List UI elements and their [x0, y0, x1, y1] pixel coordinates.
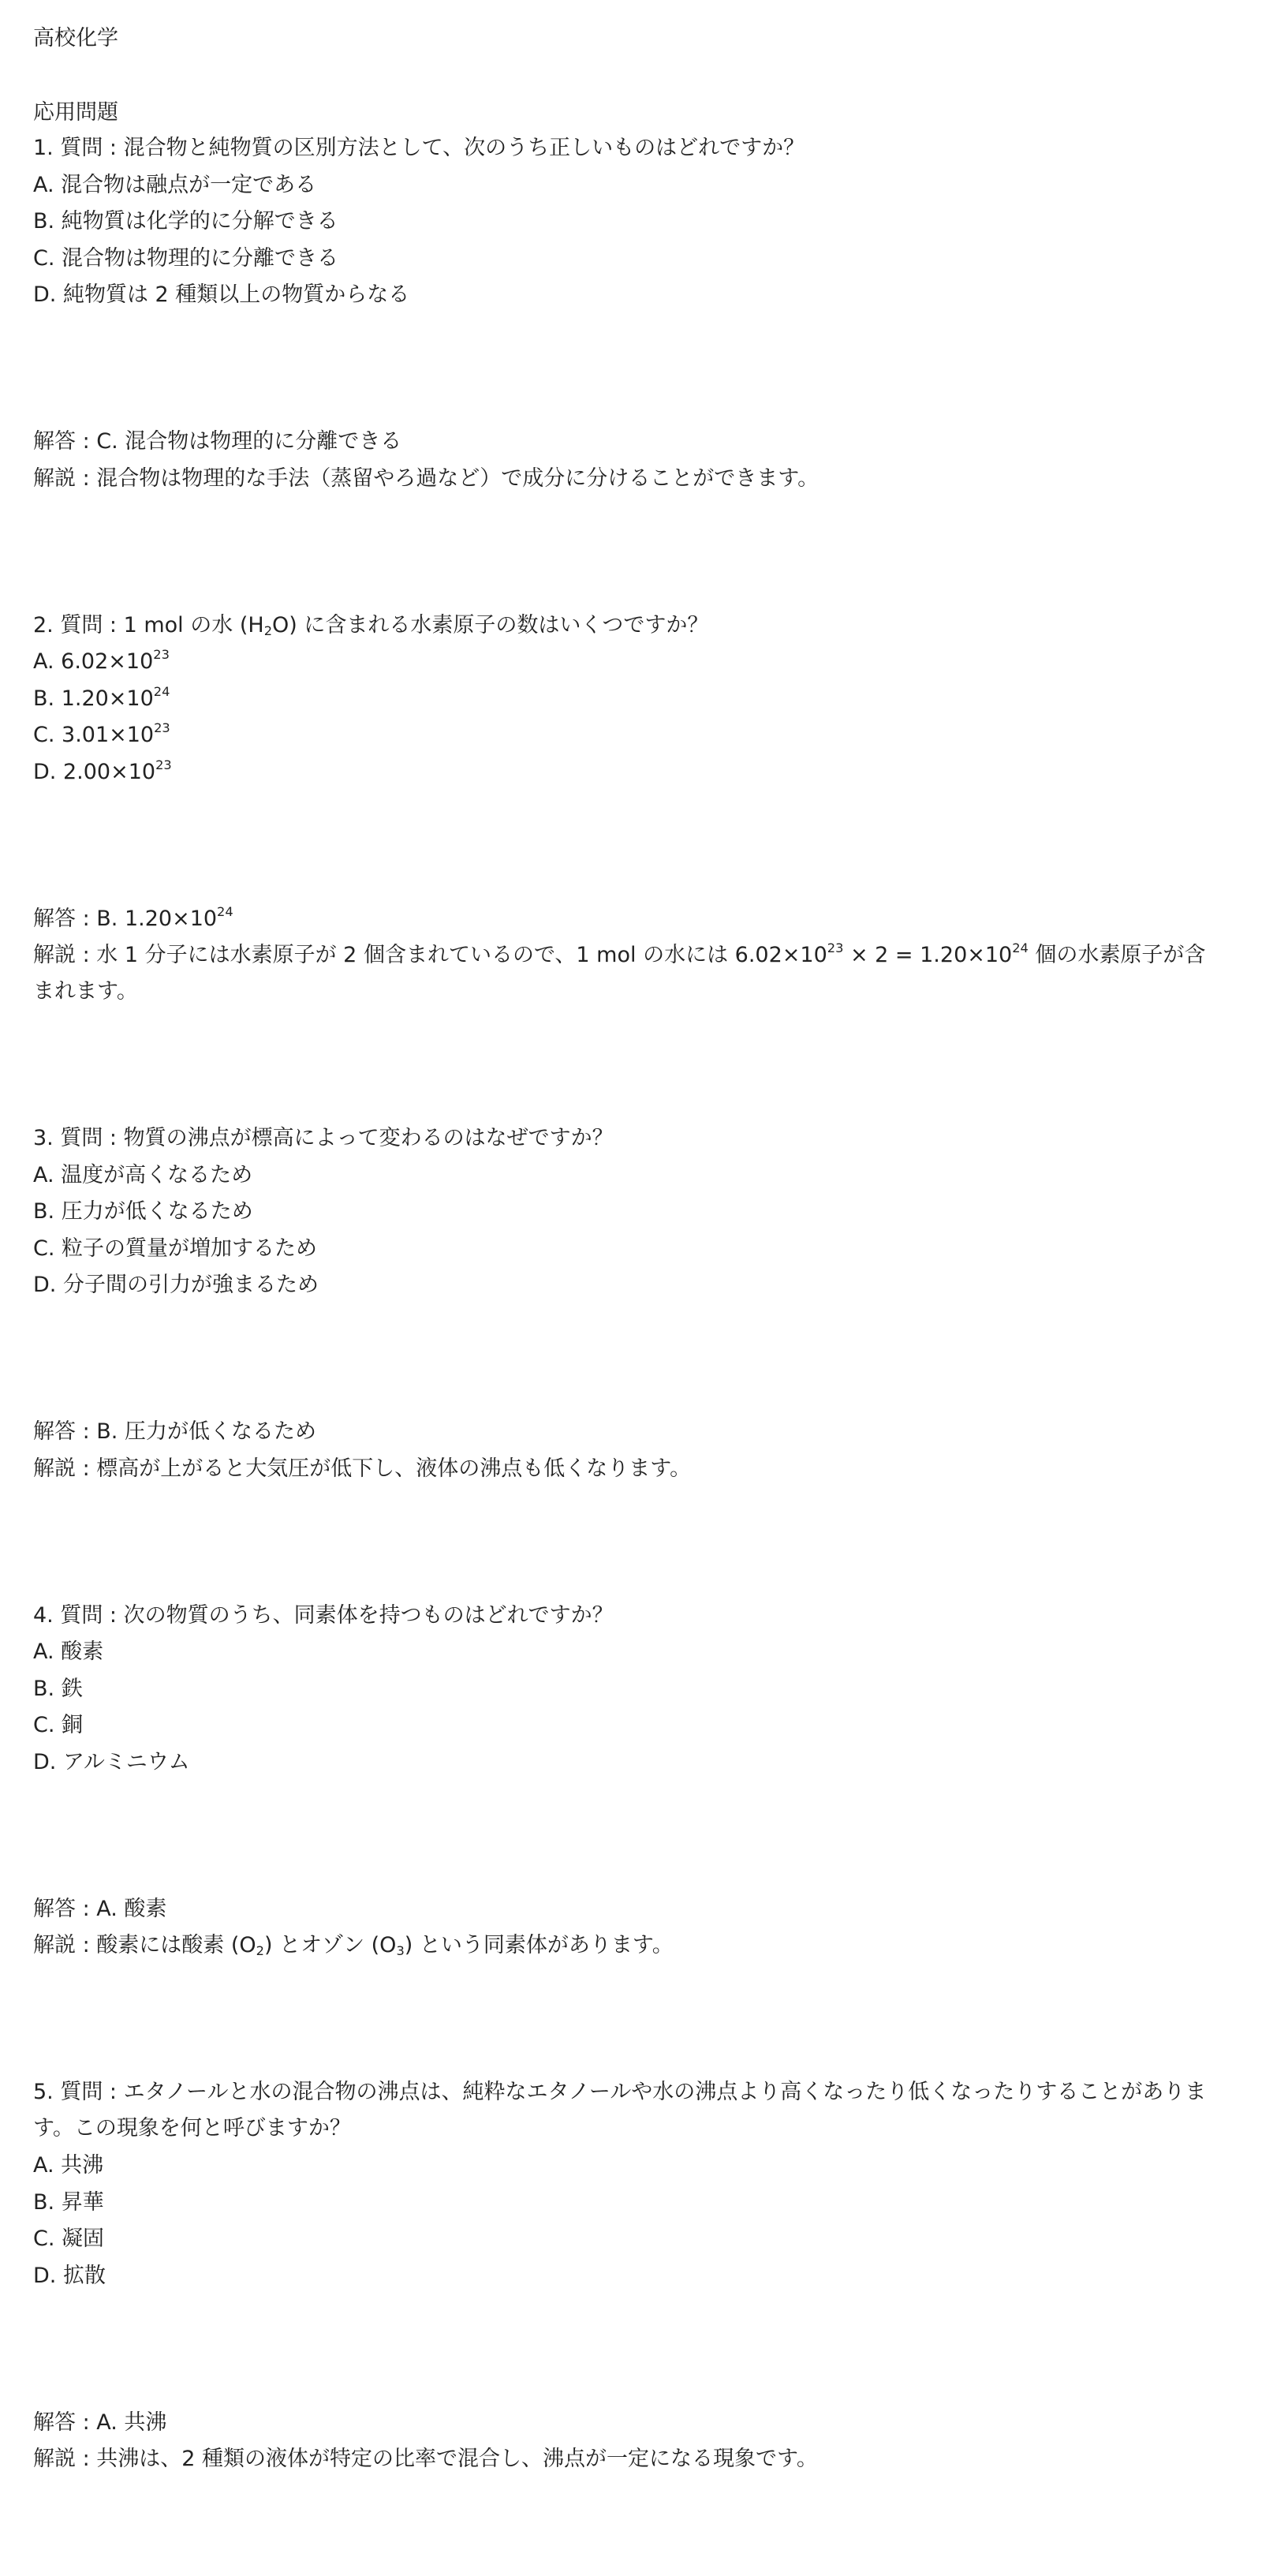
subject-title: 高校化学 — [33, 26, 118, 50]
question-2-text: 2. 質問 : 1 mol の水 $(H_2O)$ に含まれる水素原子の数はいくつですか？ — [33, 613, 709, 639]
question-3-option-a: A. 温度が高くなるため — [33, 1163, 253, 1187]
question-2-option-c: C. $3.01\times 10^{23}$ — [33, 720, 170, 747]
question-2-explanation: 解説 : 水 1 分子には水素原子が 2 個含まれているので、1 mol の水には $6.02\times 10^{23} \times 2 = 1.20\times 10^{24}$ 個の水素原子が含まれます。 — [33, 940, 1206, 1004]
question-2-option-a: A. $6.02\times 10^{23}$ — [33, 646, 170, 674]
question-1-text: 1. 質問 : 混合物と純物質の区別方法として、次のうち正しいものはどれですか？ — [33, 136, 805, 160]
question-4-option-d: D. アルミニウム — [33, 1750, 190, 1774]
question-2-option-d: D. $2.00\times 10^{23}$ — [33, 757, 172, 784]
question-3-option-d: D. 分子間の引力が強まるため — [33, 1273, 319, 1297]
question-1-option-a: A. 混合物は融点が一定である — [33, 173, 317, 197]
question-4-text: 4. 質問 : 次の物質のうち、同素体を持つものはどれですか？ — [33, 1603, 614, 1628]
question-5-option-d: D. 拡散 — [33, 2264, 106, 2288]
question-5-option-b: B. 昇華 — [33, 2190, 104, 2215]
question-1-option-c: C. 混合物は物理的に分離できる — [33, 246, 339, 271]
question-2-option-b: B. $1.20\times 10^{24}$ — [33, 683, 170, 711]
section-title: 応用問題 — [33, 100, 118, 125]
question-3-answer: 解答 : B. 圧力が低くなるため — [33, 1419, 316, 1444]
question-4-option-c: C. 銅 — [33, 1713, 84, 1737]
question-3-explanation: 解説 : 標高が上がると大気圧が低下し、液体の沸点も低くなります。 — [33, 1456, 692, 1481]
question-5-explanation: 解説 : 共沸は、2 種類の液体が特定の比率で混合し、沸点が一定になる現象です。 — [33, 2447, 818, 2471]
question-4-explanation: 解説 : 酸素には酸素 $(O_2)$ とオゾン $(O_3)$ という同素体があります。 — [33, 1933, 674, 1959]
question-1-option-b: B. 純物質は化学的に分解できる — [33, 209, 338, 234]
question-4-option-a: A. 酸素 — [33, 1639, 104, 1664]
question-1-explanation: 解説 : 混合物は物理的な手法（蒸留やろ過など）で成分に分けることができます。 — [33, 466, 820, 491]
question-4-answer: 解答 : A. 酸素 — [33, 1897, 167, 1921]
question-2-answer: 解答 : B. $1.20\times 10^{24}$ — [33, 903, 233, 931]
question-1-option-d: D. 純物質は 2 種類以上の物質からなる — [33, 282, 410, 307]
question-5-option-a: A. 共沸 — [33, 2153, 104, 2178]
question-5-text: 5. 質問 : エタノールと水の混合物の沸点は、純粋なエタノールや水の沸点より高くなったり低くなったりすることがあります。この現象を何と呼びますか？ — [33, 2080, 1207, 2140]
question-4-option-b: B. 鉄 — [33, 1677, 83, 1701]
question-5-option-c: C. 凝固 — [33, 2226, 105, 2251]
question-5-answer: 解答 : A. 共沸 — [33, 2410, 167, 2435]
question-1-answer: 解答 : C. 混合物は物理的に分離できる — [33, 429, 402, 454]
question-3-text: 3. 質問 : 物質の沸点が標高によって変わるのはなぜですか？ — [33, 1126, 614, 1150]
question-3-option-b: B. 圧力が低くなるため — [33, 1199, 253, 1224]
question-3-option-c: C. 粒子の質量が増加するため — [33, 1236, 318, 1261]
